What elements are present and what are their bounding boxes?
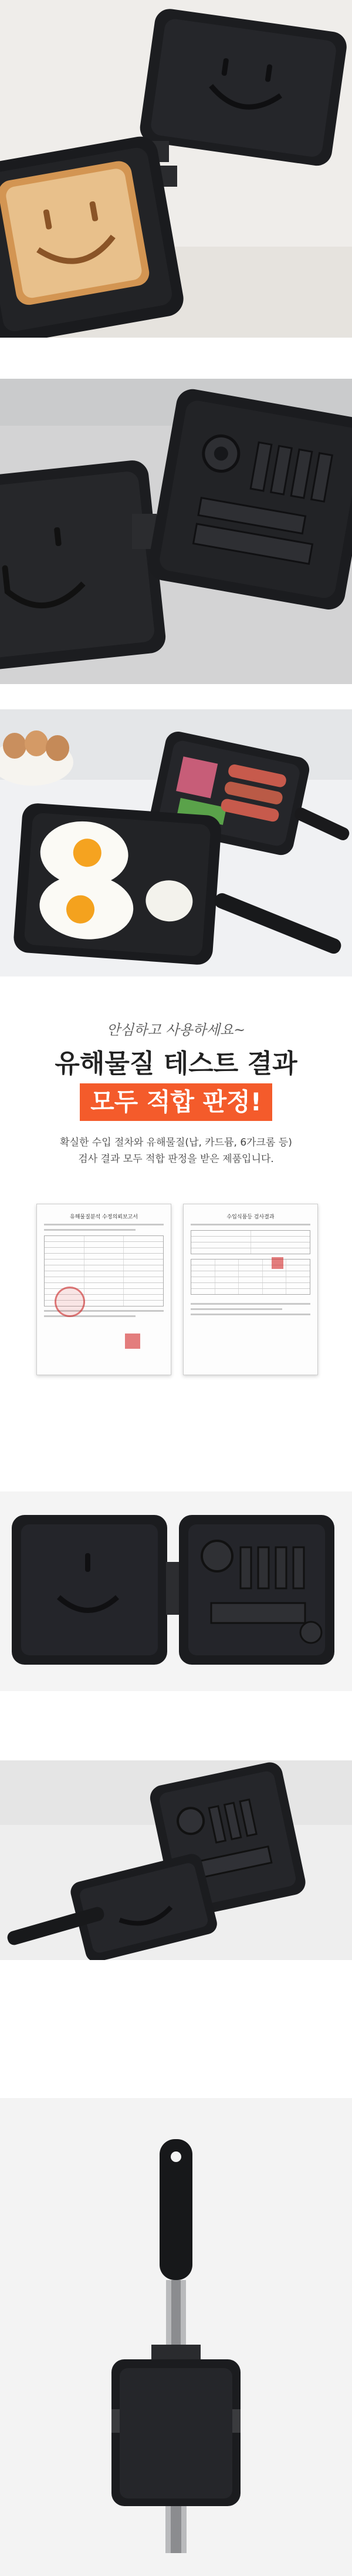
closed-pan-icon bbox=[0, 2098, 352, 2576]
photo-open-pan-angled bbox=[0, 1760, 352, 1960]
doc-line bbox=[44, 1229, 136, 1231]
photo-toast-pan bbox=[0, 0, 352, 338]
doc-table bbox=[191, 1230, 310, 1254]
doc-line bbox=[191, 1314, 310, 1315]
embossed-lid-icon bbox=[0, 379, 352, 684]
section-headline: 유해물질 테스트 결과 bbox=[55, 1049, 297, 1079]
doc-table bbox=[191, 1259, 310, 1295]
doc-line bbox=[191, 1308, 282, 1310]
test-report-document-right bbox=[183, 1204, 318, 1375]
eggs-and-sausage-icon bbox=[0, 709, 352, 976]
photo-eggs-sausage bbox=[0, 709, 352, 976]
doc-line bbox=[44, 1315, 136, 1317]
photo-embossed-lid bbox=[0, 379, 352, 684]
description-line-1: 확실한 수입 절차와 유해물질(납, 카드뮴, 6가크롬 등) bbox=[60, 1137, 292, 1149]
reassurance-script: 안심하고 사용하세요~ bbox=[106, 1022, 246, 1038]
photo-open-pan-topdown bbox=[0, 1491, 352, 1691]
highlight-wrapper bbox=[0, 1083, 352, 1121]
doc-line bbox=[191, 1303, 310, 1305]
red-seal bbox=[125, 1334, 140, 1349]
doc-left-title: 유해물질분석 수정의뢰보고서 bbox=[70, 1214, 138, 1220]
circular-stamp bbox=[55, 1287, 85, 1317]
red-seal bbox=[272, 1257, 283, 1269]
doc-line bbox=[191, 1224, 310, 1225]
open-pan-topdown-icon bbox=[0, 1491, 352, 1691]
doc-line bbox=[44, 1224, 164, 1225]
test-result-section bbox=[0, 1004, 352, 1427]
section-description bbox=[0, 1134, 352, 1167]
doc-right-title: 수입식품등 검사결과 bbox=[226, 1214, 275, 1220]
photo-closed-pan bbox=[0, 2098, 352, 2576]
description-line-2: 검사 결과 모두 적합 판정을 받은 제품입니다. bbox=[78, 1153, 274, 1165]
toast-sandwich-maker-icon bbox=[0, 0, 352, 338]
test-report-document-left bbox=[36, 1204, 171, 1375]
highlight-badge: 모두 적합 판정! bbox=[80, 1083, 272, 1121]
open-pan-angled-icon bbox=[0, 1760, 352, 1960]
